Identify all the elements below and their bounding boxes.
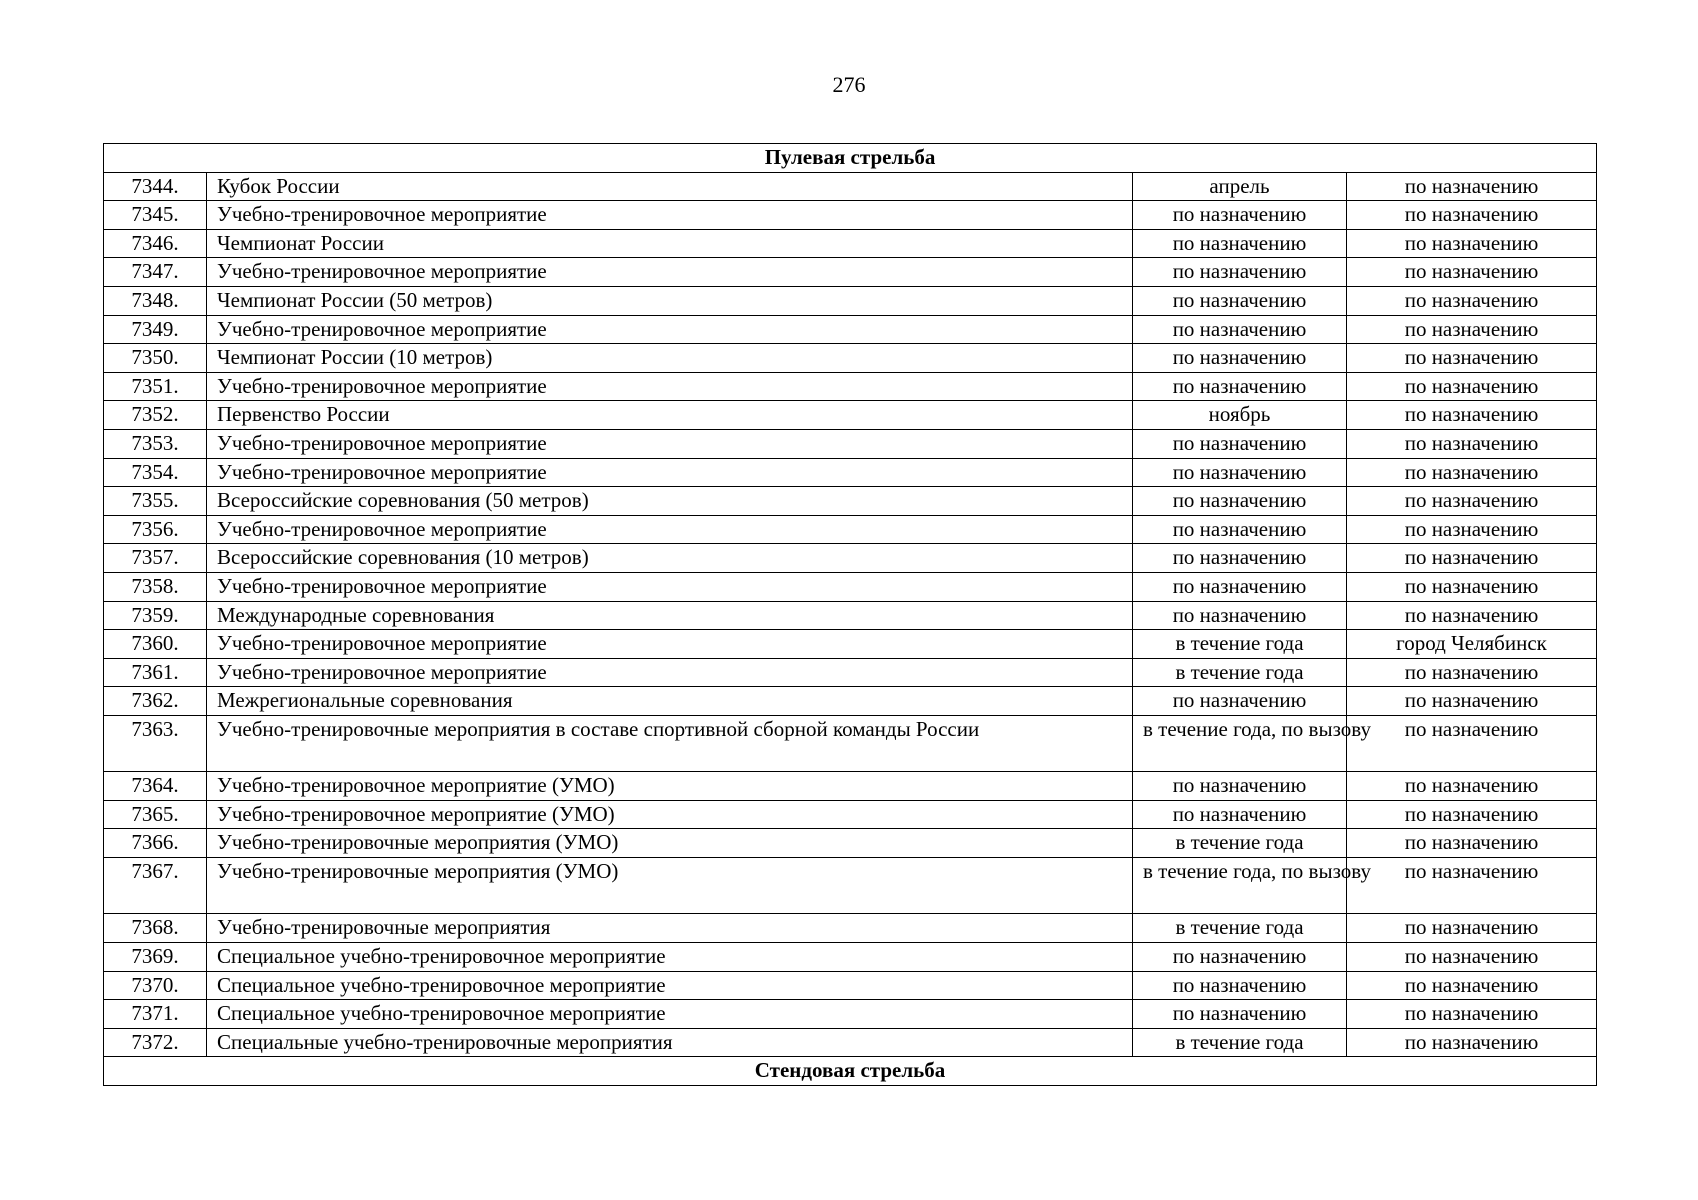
section-title: Пулевая стрельба xyxy=(104,144,1597,173)
event-title: Учебно-тренировочное мероприятие xyxy=(207,572,1133,601)
event-title: Учебно-тренировочное мероприятие xyxy=(207,515,1133,544)
table-row xyxy=(104,258,1597,287)
event-place: по назначению xyxy=(1347,344,1597,373)
table-row xyxy=(104,1000,1597,1029)
row-number: 7370. xyxy=(104,971,207,1000)
event-date: по назначению xyxy=(1133,286,1347,315)
row-number: 7372. xyxy=(104,1028,207,1057)
row-number: 7354. xyxy=(104,458,207,487)
table-row xyxy=(104,658,1597,687)
table-row xyxy=(104,800,1597,829)
event-date: по назначению xyxy=(1133,772,1347,801)
event-title: Международные соревнования xyxy=(207,601,1133,630)
event-place: по назначению xyxy=(1347,315,1597,344)
event-place: по назначению xyxy=(1347,914,1597,943)
table-row xyxy=(104,458,1597,487)
row-number: 7355. xyxy=(104,487,207,516)
row-number: 7369. xyxy=(104,943,207,972)
event-date: по назначению xyxy=(1133,1000,1347,1029)
event-place: по назначению xyxy=(1347,544,1597,573)
event-title: Учебно-тренировочное мероприятие xyxy=(207,315,1133,344)
event-date: по назначению xyxy=(1133,429,1347,458)
event-title: Учебно-тренировочные мероприятия (УМО) xyxy=(207,829,1133,858)
row-number: 7356. xyxy=(104,515,207,544)
event-title: Чемпионат России (50 метров) xyxy=(207,286,1133,315)
event-date: по назначению xyxy=(1133,572,1347,601)
event-date: по назначению xyxy=(1133,201,1347,230)
section-header-row xyxy=(104,1057,1597,1086)
event-title: Первенство России xyxy=(207,401,1133,430)
table-row xyxy=(104,315,1597,344)
event-date: по назначению xyxy=(1133,544,1347,573)
table-row xyxy=(104,829,1597,858)
event-date: по назначению xyxy=(1133,601,1347,630)
row-number: 7357. xyxy=(104,544,207,573)
event-title: Учебно-тренировочное мероприятие xyxy=(207,630,1133,659)
row-number: 7350. xyxy=(104,344,207,373)
table-row xyxy=(104,715,1597,771)
event-title: Учебно-тренировочные мероприятия в составе спортивной сборной команды России xyxy=(207,715,1133,771)
event-title: Всероссийские соревнования (10 метров) xyxy=(207,544,1133,573)
table-row xyxy=(104,971,1597,1000)
event-title: Учебно-тренировочные мероприятия xyxy=(207,914,1133,943)
event-place: по назначению xyxy=(1347,258,1597,287)
events-table-body xyxy=(104,144,1597,1086)
event-place: по назначению xyxy=(1347,401,1597,430)
event-place: по назначению xyxy=(1347,687,1597,716)
table-row xyxy=(104,544,1597,573)
event-date: по назначению xyxy=(1133,229,1347,258)
event-title: Учебно-тренировочное мероприятие xyxy=(207,429,1133,458)
row-number: 7345. xyxy=(104,201,207,230)
event-date: в течение года xyxy=(1133,630,1347,659)
row-number: 7364. xyxy=(104,772,207,801)
event-title: Учебно-тренировочное мероприятие xyxy=(207,658,1133,687)
event-date: по назначению xyxy=(1133,971,1347,1000)
event-date: в течение года xyxy=(1133,658,1347,687)
table-row xyxy=(104,201,1597,230)
row-number: 7352. xyxy=(104,401,207,430)
event-place: по назначению xyxy=(1347,286,1597,315)
table-row xyxy=(104,429,1597,458)
row-number: 7347. xyxy=(104,258,207,287)
row-number: 7348. xyxy=(104,286,207,315)
event-place: по назначению xyxy=(1347,800,1597,829)
event-place: по назначению xyxy=(1347,1000,1597,1029)
event-title: Чемпионат России xyxy=(207,229,1133,258)
event-place: по назначению xyxy=(1347,829,1597,858)
row-number: 7365. xyxy=(104,800,207,829)
table-row xyxy=(104,372,1597,401)
event-place: по назначению xyxy=(1347,715,1597,771)
table-row xyxy=(104,515,1597,544)
row-number: 7363. xyxy=(104,715,207,771)
event-date: по назначению xyxy=(1133,687,1347,716)
event-title: Учебно-тренировочное мероприятие xyxy=(207,201,1133,230)
row-number: 7346. xyxy=(104,229,207,258)
event-date: по назначению xyxy=(1133,800,1347,829)
event-date: по назначению xyxy=(1133,372,1347,401)
page-number: 276 xyxy=(832,72,866,97)
table-row xyxy=(104,286,1597,315)
event-date: по назначению xyxy=(1133,258,1347,287)
event-place: по назначению xyxy=(1347,201,1597,230)
event-place: по назначению xyxy=(1347,458,1597,487)
event-place: по назначению xyxy=(1347,515,1597,544)
event-date: в течение года xyxy=(1133,914,1347,943)
event-place: по назначению xyxy=(1347,372,1597,401)
row-number: 7361. xyxy=(104,658,207,687)
table-row xyxy=(104,914,1597,943)
event-title: Учебно-тренировочное мероприятие xyxy=(207,458,1133,487)
event-place: по назначению xyxy=(1347,772,1597,801)
event-title: Учебно-тренировочное мероприятие xyxy=(207,372,1133,401)
table-row xyxy=(104,487,1597,516)
event-date: по назначению xyxy=(1133,487,1347,516)
table-row xyxy=(104,687,1597,716)
event-date: по назначению xyxy=(1133,515,1347,544)
event-place: по назначению xyxy=(1347,943,1597,972)
event-date: в течение года, по вызову xyxy=(1133,715,1347,771)
event-title: Чемпионат России (10 метров) xyxy=(207,344,1133,373)
event-title: Специальное учебно-тренировочное мероприятие xyxy=(207,1000,1133,1029)
table-row xyxy=(104,172,1597,201)
event-title: Специальное учебно-тренировочное мероприятие xyxy=(207,971,1133,1000)
table-row xyxy=(104,344,1597,373)
event-date: в течение года xyxy=(1133,1028,1347,1057)
row-number: 7362. xyxy=(104,687,207,716)
row-number: 7358. xyxy=(104,572,207,601)
section-title: Стендовая стрельба xyxy=(104,1057,1597,1086)
event-title: Учебно-тренировочное мероприятие xyxy=(207,258,1133,287)
event-place: по назначению xyxy=(1347,601,1597,630)
event-title: Всероссийские соревнования (50 метров) xyxy=(207,487,1133,516)
event-date: ноябрь xyxy=(1133,401,1347,430)
event-title: Специальное учебно-тренировочное мероприятие xyxy=(207,943,1133,972)
row-number: 7344. xyxy=(104,172,207,201)
events-table xyxy=(103,143,1597,1086)
event-date: по назначению xyxy=(1133,943,1347,972)
event-title: Учебно-тренировочное мероприятие (УМО) xyxy=(207,800,1133,829)
event-place: по назначению xyxy=(1347,971,1597,1000)
event-date: в течение года, по вызову xyxy=(1133,858,1347,914)
row-number: 7353. xyxy=(104,429,207,458)
event-date: в течение года xyxy=(1133,829,1347,858)
event-place: по назначению xyxy=(1347,429,1597,458)
row-number: 7359. xyxy=(104,601,207,630)
event-title: Учебно-тренировочное мероприятие (УМО) xyxy=(207,772,1133,801)
event-date: по назначению xyxy=(1133,344,1347,373)
event-place: по назначению xyxy=(1347,658,1597,687)
row-number: 7349. xyxy=(104,315,207,344)
row-number: 7351. xyxy=(104,372,207,401)
table-row xyxy=(104,601,1597,630)
table-row xyxy=(104,772,1597,801)
table-row xyxy=(104,229,1597,258)
row-number: 7367. xyxy=(104,858,207,914)
event-place: по назначению xyxy=(1347,172,1597,201)
event-place: город Челябинск xyxy=(1347,630,1597,659)
event-date: по назначению xyxy=(1133,315,1347,344)
event-place: по назначению xyxy=(1347,487,1597,516)
table-row xyxy=(104,401,1597,430)
section-header-row xyxy=(104,144,1597,173)
event-date: апрель xyxy=(1133,172,1347,201)
event-place: по назначению xyxy=(1347,858,1597,914)
row-number: 7368. xyxy=(104,914,207,943)
event-place: по назначению xyxy=(1347,1028,1597,1057)
table-row xyxy=(104,572,1597,601)
table-row xyxy=(104,943,1597,972)
event-date: по назначению xyxy=(1133,458,1347,487)
row-number: 7366. xyxy=(104,829,207,858)
event-place: по назначению xyxy=(1347,229,1597,258)
event-place: по назначению xyxy=(1347,572,1597,601)
event-title: Специальные учебно-тренировочные мероприятия xyxy=(207,1028,1133,1057)
row-number: 7360. xyxy=(104,630,207,659)
event-title: Учебно-тренировочные мероприятия (УМО) xyxy=(207,858,1133,914)
event-title: Кубок России xyxy=(207,172,1133,201)
table-row xyxy=(104,630,1597,659)
event-title: Межрегиональные соревнования xyxy=(207,687,1133,716)
table-row xyxy=(104,858,1597,914)
table-row xyxy=(104,1028,1597,1057)
row-number: 7371. xyxy=(104,1000,207,1029)
